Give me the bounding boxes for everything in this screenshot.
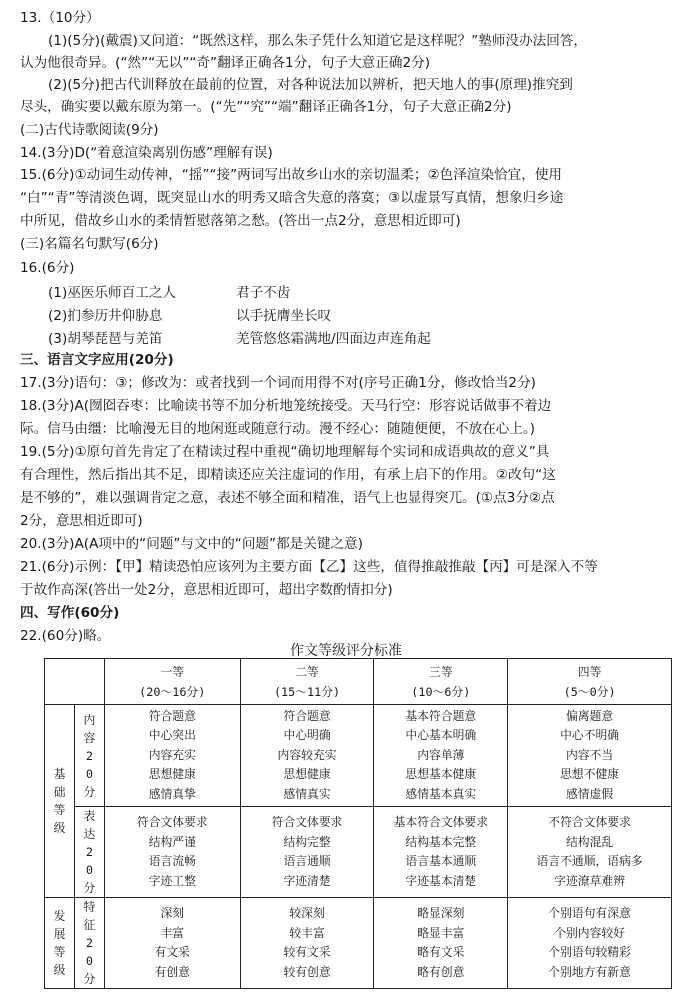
q16-1-answer: 君子不齿 xyxy=(236,285,291,301)
grade-name: 三等 xyxy=(429,664,453,679)
q16-heading: 16.(6分) xyxy=(20,260,75,276)
q16-2-answer: 以手抚膺坐长叹 xyxy=(236,308,332,324)
q20-answer: 20.(3分)A(A项中的“问题”与文中的“问题”都是关键之意) xyxy=(20,536,363,552)
corner-cell xyxy=(45,659,105,705)
section-poetry-heading: (二)古代诗歌阅读(9分) xyxy=(20,122,159,138)
q19-line2: 有合理性，然后指出其不足，即精读还应关注虚词的作用，有承上启下的作用。②改句“这 xyxy=(20,467,556,483)
q13-heading: 13.（10分） xyxy=(20,10,100,26)
grade-header-3 xyxy=(374,659,508,705)
q19-line1: 19.(5分)①原句首先肯定了在精读过程中重视“确切地理解每个实词和成语典故的意义”具 xyxy=(20,444,550,460)
grade-range: (15～11分) xyxy=(273,684,341,699)
essay-grading-table xyxy=(44,658,672,989)
grade-name: 一等 xyxy=(160,664,185,679)
q21-line1: 21.(6分)示例：【甲】精读恐怕应该列为主要方面【乙】这些，值得推敲推敲【丙】可是深入不等 xyxy=(20,559,598,575)
q18-line1: 18.(3分)A(囫囵吞枣：比喻读书等不加分析地笼统接受。天马行空：形容说话做事不着边 xyxy=(20,398,552,414)
table-cell: 符合文体要求 结构完整 语言通顺 字迹清楚 xyxy=(240,807,374,898)
table-cell: 偏离题意 中心不明确 内容不当 思想不健康 感情虚假 xyxy=(508,705,672,807)
q16-1-label: (1)巫医乐师百工之人 xyxy=(48,285,177,301)
q17-answer: 17.(3分)语句：③；修改为：或者找到一个词而用得不对(序号正确1分，修改恰当2分) xyxy=(20,375,536,391)
q19-line3: 是不够的”，难以强调肯定之意，表述不够全面和精准，语气上也显得突兀。(①点3分②点 xyxy=(20,490,555,506)
q15-line3: 中所见，借故乡山水的柔情暂慰落第之愁。(答出一点2分，意思相近即可) xyxy=(20,213,461,229)
grade-name: 二等 xyxy=(295,664,319,679)
table-cell: 基本符合题意 中心基本明确 内容单薄 思想基本健康 感情基本真实 xyxy=(374,705,508,807)
table-row-content xyxy=(45,705,672,807)
table-cell: 符合文体要求 结构严谨 语言流畅 字迹工整 xyxy=(104,807,240,898)
table-cell: 较深刻 较丰富 较有文采 较有创意 xyxy=(240,898,374,989)
q13-2-line1: (2)(5分)把古代训释放在最前的位置，对各种说法加以辨析，把天地人的事(原理)推究到 xyxy=(48,77,573,93)
section-writing-heading: 四、写作(60分) xyxy=(20,605,120,621)
grade-header-4 xyxy=(508,659,672,705)
row-label-features: 特征20分 xyxy=(74,898,104,989)
table-cell: 略显深刻 略显丰富 略有文采 略有创意 xyxy=(374,898,508,989)
table-cell: 基本符合文体要求 结构基本完整 语言基本通顺 字迹基本清楚 xyxy=(374,807,508,898)
row-label-expression: 表达20分 xyxy=(74,807,104,898)
grade-header-1 xyxy=(104,659,240,705)
q19-line4: 2分，意思相近即可) xyxy=(20,513,143,529)
q18-line2: 际。信马由缰：比喻漫无目的地闲逛或随意行动。漫不经心：随随便便，不放在心上。) xyxy=(20,421,536,437)
section-recitation-heading: (三)名篇名句默写(6分) xyxy=(20,236,159,252)
grade-range: (20～16分) xyxy=(139,684,206,699)
grade-header-row xyxy=(45,659,672,705)
grade-name: 四等 xyxy=(577,664,602,679)
table-cell: 不符合文体要求 结构混乱 语言不通顺，语病多 字迹潦草难辨 xyxy=(508,807,672,898)
grade-header-2 xyxy=(240,659,374,705)
table-cell: 符合题意 中心明确 内容较充实 思想健康 感情真实 xyxy=(240,705,374,807)
table-row-expression xyxy=(45,807,672,898)
q22-answer: 22.(60分)略。 xyxy=(20,628,111,644)
group-label-development: 发展等级 xyxy=(45,898,75,989)
table-caption: 作文等级评分标准 xyxy=(290,643,402,659)
table-cell: 深刻 丰富 有文采 有创意 xyxy=(104,898,240,989)
table-cell: 个别语句有深意 个别内容较好 个别语句较精彩 个别地方有新意 xyxy=(508,898,672,989)
q16-2-label: (2)扪参历井仰胁息 xyxy=(48,308,163,324)
q16-3-answer: 羌管悠悠霜满地/四面边声连角起 xyxy=(236,331,431,347)
table-cell: 符合题意 中心突出 内容充实 思想健康 感情真挚 xyxy=(104,705,240,807)
group-label-basic: 基础等级 xyxy=(45,705,75,898)
grade-range: (5～0分) xyxy=(563,684,616,699)
table-row-features xyxy=(45,898,672,989)
q13-1-line2: 认为他很奇异。(“然”“无以”“奇”翻译正确各1分，句子大意正确2分) xyxy=(20,55,431,71)
row-label-content: 内容20分 xyxy=(74,705,104,807)
grade-range: (10～6分) xyxy=(411,684,471,699)
q15-line1: 15.(6分)①动词生动传神，“摇”“接”两词写出故乡山水的亲切温柔；②色泽渲染恰宜，使用 xyxy=(20,167,563,183)
q15-line2: “白”“青”等清淡色调，既突显山水的明秀又暗含失意的落寞；③以虚景写真情，想象归乡途 xyxy=(20,190,564,206)
q14-answer: 14.(3分)D(“着意渲染离别伤感”理解有误) xyxy=(20,145,273,161)
q13-2-line2: 尽头，确实要以戴东原为第一。(“先”“究”“端”翻译正确各1分，句子大意正确2分) xyxy=(20,99,512,115)
section-language-heading: 三、语言文字应用(20分) xyxy=(20,352,174,368)
q13-1-line1: (1)(5分)(戴震)又问道：“既然这样，那么朱子凭什么知道它是这样呢？”塾师没办法回答， xyxy=(48,33,587,49)
q21-line2: 于故作高深(答出一处2分，意思相近即可，超出字数酌情扣分) xyxy=(20,582,393,598)
q16-3-label: (3)胡琴琵琶与羌笛 xyxy=(48,331,163,347)
